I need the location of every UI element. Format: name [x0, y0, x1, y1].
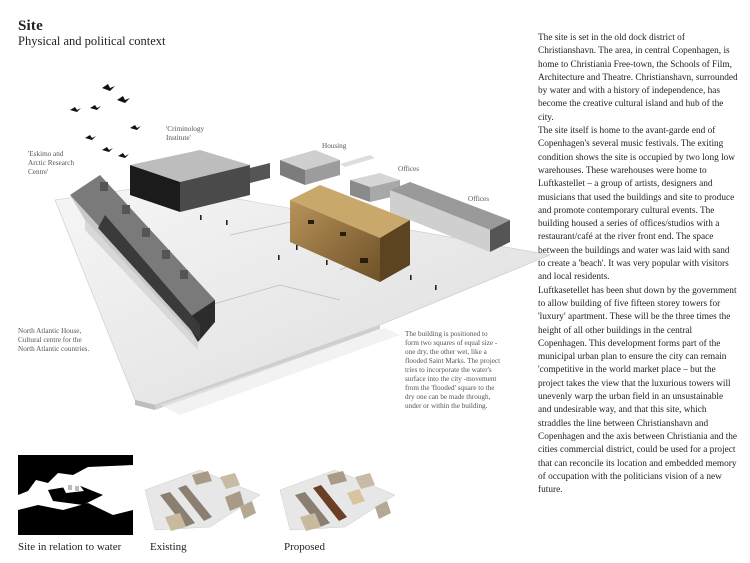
- label-offices-2: Offices: [468, 195, 490, 203]
- page-title: Site: [18, 18, 43, 34]
- label-north-atlantic-house: North Atlantic House, Cultural centre for the North Atlantic countries.: [18, 327, 90, 353]
- description-paragraph-1: The site is set in the old dock district of Christianshavn. The area, in central Copenhagen, is home to Christiania Free-town, the Schools of Film, Architecture and Theatre. Christianshavn, surrounded by water and with a history of independence, has become the creative cultural island and hub of the city.: [538, 33, 738, 123]
- proposed-model-thumbnail: [275, 455, 400, 535]
- birds: [70, 84, 141, 158]
- label-eskimo-research-centre: 'Eskimo and Arctic Research Centre': [28, 150, 75, 176]
- page-subtitle: Physical and political context: [18, 34, 166, 48]
- description-paragraph-3: Luftkasetellet has been shut down by the government to allow building of five fifteen storey towers for 'luxury' apartment. These will be the three times the height of all other buildings in the central Copenhagen. This development forms part of the municipal urban plan to ensure the city can remain 'competitive in the world market place – but the project takes the view that the luxurious towers will unevenly warp the urban field in an unsustainable and undesirable way, and that this site, which straddles the line between Christianshavn and Copenhagen and the axis between Christiania and the cities commercial district, could be used for a project that can reconcile its location and embedded memory of occupation with the politicians vision of a new future.: [538, 285, 738, 496]
- water-map-thumbnail: [18, 455, 133, 535]
- caption-water: Site in relation to water: [18, 541, 122, 553]
- label-criminology-institute: 'Criminology Institute': [166, 125, 205, 142]
- label-offices-1: Offices: [398, 165, 420, 173]
- label-housing: Housing: [322, 142, 347, 150]
- site-description: [538, 32, 738, 497]
- caption-existing: Existing: [150, 541, 187, 553]
- label-building-positioning-note: The building is positioned to form two squares of equal size - one dry, the other wet, like a flooded Saint Marks. The project tries to incorporate the water's surface into the city -movement from the 'flooded' square to the dry one can be made through, under or within the building.: [405, 330, 501, 410]
- existing-model-thumbnail: [140, 455, 265, 535]
- caption-proposed: Proposed: [284, 541, 325, 553]
- description-paragraph-2: The site itself is home to the avant-garde end of Copenhagen's several music festivals. The exiting condition shows the site is occupied by two long low warehouses. These warehouses were home to Luftkastellet – a group of artists, designers and musicians that used the buildings and site to produce and promote contemporary cultural events. The building housed a series of offices/studios with a restaurant/café at the river front end. The space between the buildings and water was laid with sand to create a 'beach'. It was very popular with visitors and local residents.: [538, 126, 736, 283]
